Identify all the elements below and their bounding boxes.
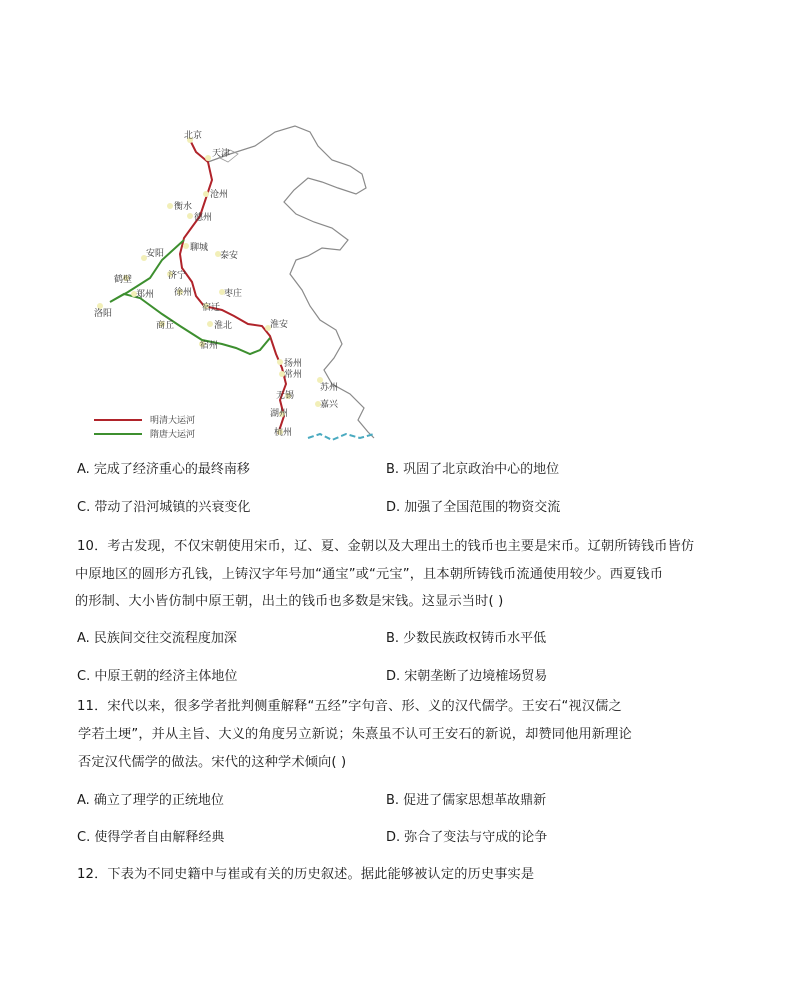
q11-stem-line-1: 11．宋代以来，很多学者批判侧重解释“五经”字句音、形、义的汉代儒学。王安石“视汉儒之 — [77, 699, 622, 714]
q10-stem-line-2: 中原地区的圆形方孔钱，上铸汉字年号加“通宝”或“元宝”，且本朝所铸钱币流通使用较少。西夏钱币 — [75, 567, 664, 582]
city-label: 湖州 — [270, 409, 289, 419]
q9-option-b[interactable]: B. 巩固了北京政治中心的地位 — [386, 462, 560, 477]
city-label: 无锡 — [276, 391, 295, 401]
city-label: 泰安 — [220, 251, 239, 261]
q10-stem-line-3: 的形制、大小皆仿制中原王朝，出土的钱币也多数是宋钱。这显示当时( ) — [75, 594, 504, 609]
q10-option-b[interactable]: B. 少数民族政权铸币水平低 — [386, 631, 547, 646]
city-label: 洛阳 — [94, 309, 113, 319]
city-label: 聊城 — [190, 243, 209, 253]
city-label: 安阳 — [146, 249, 165, 259]
grand-canal-map — [70, 118, 390, 448]
city-label: 德州 — [194, 213, 213, 223]
city-label: 扬州 — [284, 359, 303, 369]
q11-stem-line-2: 学若土埂”，并从主旨、大义的角度另立新说；朱熹虽不认可王安石的新说，却赞同他用新理论 — [78, 727, 632, 742]
q10-option-a[interactable]: A. 民族间交往交流程度加深 — [77, 631, 237, 646]
city-label: 嘉兴 — [320, 400, 339, 410]
city-label: 常州 — [284, 370, 303, 380]
q9-option-a[interactable]: A. 完成了经济重心的最终南移 — [77, 462, 250, 477]
city-labels — [94, 129, 339, 438]
q11-stem-line-3: 否定汉代儒学的做法。宋代的这种学术倾向( ) — [78, 755, 347, 770]
q11-option-a[interactable]: A. 确立了理学的正统地位 — [77, 793, 224, 808]
q10-option-d[interactable]: D. 宋朝垄断了边境榷场贸易 — [386, 669, 548, 684]
city-label: 淮北 — [214, 321, 233, 331]
city-label: 商丘 — [156, 321, 175, 331]
q10-option-c[interactable]: C. 中原王朝的经济主体地位 — [77, 669, 238, 684]
q11-option-b[interactable]: B. 促进了儒家思想革故鼎新 — [386, 793, 547, 808]
city-label: 郑州 — [136, 290, 155, 300]
city-label: 沧州 — [210, 190, 229, 200]
q9-option-c[interactable]: C. 带动了沿河城镇的兴衰变化 — [77, 500, 251, 515]
ming-qing-canal-line — [180, 140, 289, 434]
city-label: 苏州 — [320, 383, 339, 393]
city-label: 徐州 — [174, 288, 193, 298]
q10-stem-line-1: 10．考古发现，不仅宋朝使用宋币，辽、夏、金朝以及大理出土的钱币也主要是宋币。辽朝所铸钱币皆仿 — [77, 539, 695, 554]
city-label: 枣庄 — [224, 289, 243, 299]
q11-option-c[interactable]: C. 使得学者自由解释经典 — [77, 830, 225, 845]
city-label: 衡水 — [174, 202, 193, 212]
city-label: 济宁 — [168, 271, 187, 281]
q11-option-d[interactable]: D. 弥合了变法与守成的论争 — [386, 830, 548, 845]
city-label: 杭州 — [274, 428, 293, 438]
city-label: 淮安 — [270, 320, 289, 330]
q9-option-d[interactable]: D. 加强了全国范围的物资交流 — [386, 500, 561, 515]
q12-stem-line-1: 12．下表为不同史籍中与崔或有关的历史叙述。据此能够被认定的历史事实是 — [77, 867, 535, 882]
city-label: 鹤壁 — [114, 275, 133, 285]
city-label: 北京 — [184, 131, 203, 141]
legend-sui-tang: 隋唐大运河 — [150, 430, 196, 440]
city-label: 天津 — [212, 149, 231, 159]
city-label: 宿迁 — [202, 303, 221, 313]
legend-ming-qing: 明清大运河 — [150, 416, 196, 426]
map-legend — [94, 414, 195, 440]
city-label: 宿州 — [200, 341, 219, 351]
